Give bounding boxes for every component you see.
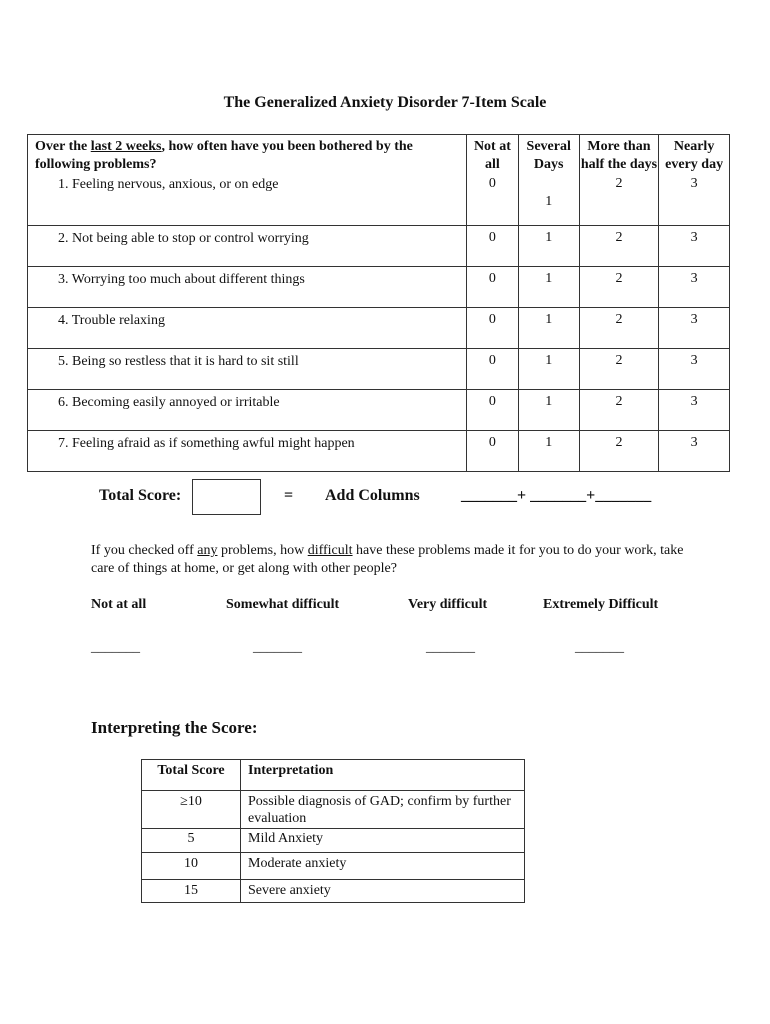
option-somewhat-difficult: Somewhat difficult (226, 597, 340, 612)
score-cell[interactable]: 0 (467, 390, 519, 431)
item-label: 6. Becoming easily annoyed or irritable (28, 390, 467, 431)
score-cell[interactable]: 0 (467, 267, 519, 308)
score-cell[interactable]: 3 (659, 226, 730, 267)
interp-score: 10 (142, 853, 241, 880)
col-label: Nearly every day (665, 139, 724, 172)
score-cell[interactable]: 1 (518, 267, 579, 308)
item-label: 7. Feeling afraid as if something awful might happen (28, 431, 467, 472)
col-label: Several Days (526, 139, 571, 172)
item-label: 1. Feeling nervous, anxious, or on edge (58, 177, 279, 192)
table-row (28, 226, 730, 267)
score-cell[interactable]: 1 (518, 349, 579, 390)
score-cell[interactable]: 1 (518, 226, 579, 267)
prompt-prefix: Over the (35, 139, 91, 154)
option-blank-somewhat[interactable]: _______ (253, 640, 302, 655)
score-cell[interactable]: 3 (659, 431, 730, 472)
interp-text: Possible diagnosis of GAD; confirm by further evaluation (241, 791, 525, 829)
option-blank-very[interactable]: _______ (426, 640, 475, 655)
interpreting-heading: Interpreting the Score: (91, 718, 258, 737)
difficulty-question (91, 542, 691, 578)
question-prompt (28, 135, 466, 174)
add-columns-label: Add Columns (325, 487, 420, 504)
score-cell[interactable]: 1 (518, 390, 579, 431)
difficulty-text: problems, how (217, 543, 308, 558)
col-header-total-score: Total Score (142, 760, 241, 791)
score-cell[interactable]: 2 (579, 390, 659, 431)
col-label: More than half the days (580, 139, 658, 172)
question-header-cell (28, 135, 467, 226)
score-cell[interactable]: 2 (579, 308, 659, 349)
item-label: 5. Being so restless that it is hard to sit still (28, 349, 467, 390)
item-label: 3. Worrying too much about different things (28, 267, 467, 308)
page-title: The Generalized Anxiety Disorder 7-Item Scale (223, 94, 547, 111)
score-cell[interactable]: 3 (659, 308, 730, 349)
table-row (28, 390, 730, 431)
table-row (142, 791, 525, 829)
option-extremely-difficult: Extremely Difficult (543, 597, 659, 612)
difficulty-text: If you checked off (91, 543, 198, 558)
table-row (28, 431, 730, 472)
option-blank-not-at-all[interactable]: _______ (91, 640, 140, 655)
item-label: 2. Not being able to stop or control worrying (28, 226, 467, 267)
option-not-at-all: Not at all (91, 597, 147, 612)
score-cell[interactable]: 1 (545, 194, 553, 209)
score-cell[interactable]: 0 (467, 431, 519, 472)
interp-text: Severe anxiety (241, 880, 525, 903)
table-header-row (28, 135, 730, 226)
table-row (142, 880, 525, 903)
interpretation-table (141, 759, 525, 903)
table-row (142, 829, 525, 853)
col-header-more-than-half (579, 135, 659, 226)
score-cell[interactable]: 2 (615, 176, 623, 191)
total-score-label: Total Score: (99, 487, 182, 504)
score-cell[interactable]: 2 (579, 226, 659, 267)
col-label: Not at all (473, 139, 511, 172)
score-cell[interactable]: 3 (659, 349, 730, 390)
column-sum-blanks[interactable]: _______+ _______+_______ (461, 487, 652, 504)
prompt-timeframe: last 2 weeks (90, 139, 162, 154)
score-cell[interactable]: 2 (579, 349, 659, 390)
table-row (142, 853, 525, 880)
score-cell[interactable]: 3 (659, 390, 730, 431)
table-row (28, 349, 730, 390)
interp-score: ≥10 (142, 791, 241, 829)
score-cell[interactable]: 0 (488, 176, 496, 191)
col-header-not-at-all (467, 135, 519, 226)
score-cell[interactable]: 0 (467, 308, 519, 349)
interp-text: Mild Anxiety (241, 829, 525, 853)
option-very-difficult: Very difficult (408, 597, 488, 612)
score-cell[interactable]: 0 (467, 226, 519, 267)
option-blank-extremely[interactable]: _______ (575, 640, 624, 655)
difficulty-text: have these problems made it for you to do your work, take care of things at home, or get along with other people? (91, 543, 684, 576)
score-cell[interactable]: 3 (659, 267, 730, 308)
score-cell[interactable]: 3 (690, 176, 698, 191)
difficulty-emphasis-difficult: difficult (307, 543, 353, 558)
interp-score: 15 (142, 880, 241, 903)
total-score-input[interactable] (192, 479, 261, 515)
score-cell[interactable]: 1 (518, 308, 579, 349)
interp-header-row (142, 760, 525, 791)
item-label: 4. Trouble relaxing (28, 308, 467, 349)
score-cell[interactable]: 2 (579, 267, 659, 308)
col-header-interpretation: Interpretation (241, 760, 525, 791)
interp-text: Moderate anxiety (241, 853, 525, 880)
gad7-table (27, 134, 730, 472)
score-cell[interactable]: 1 (518, 431, 579, 472)
col-header-nearly-every-day (659, 135, 730, 226)
score-cell[interactable]: 2 (579, 431, 659, 472)
equals-sign: = (284, 487, 294, 504)
table-row (28, 267, 730, 308)
score-cell[interactable]: 0 (467, 349, 519, 390)
col-header-several-days (518, 135, 579, 226)
table-row (28, 308, 730, 349)
prompt-suffix: , how often have you been bothered by the following problems? (35, 139, 413, 172)
difficulty-emphasis-any: any (197, 543, 218, 558)
interp-score: 5 (142, 829, 241, 853)
